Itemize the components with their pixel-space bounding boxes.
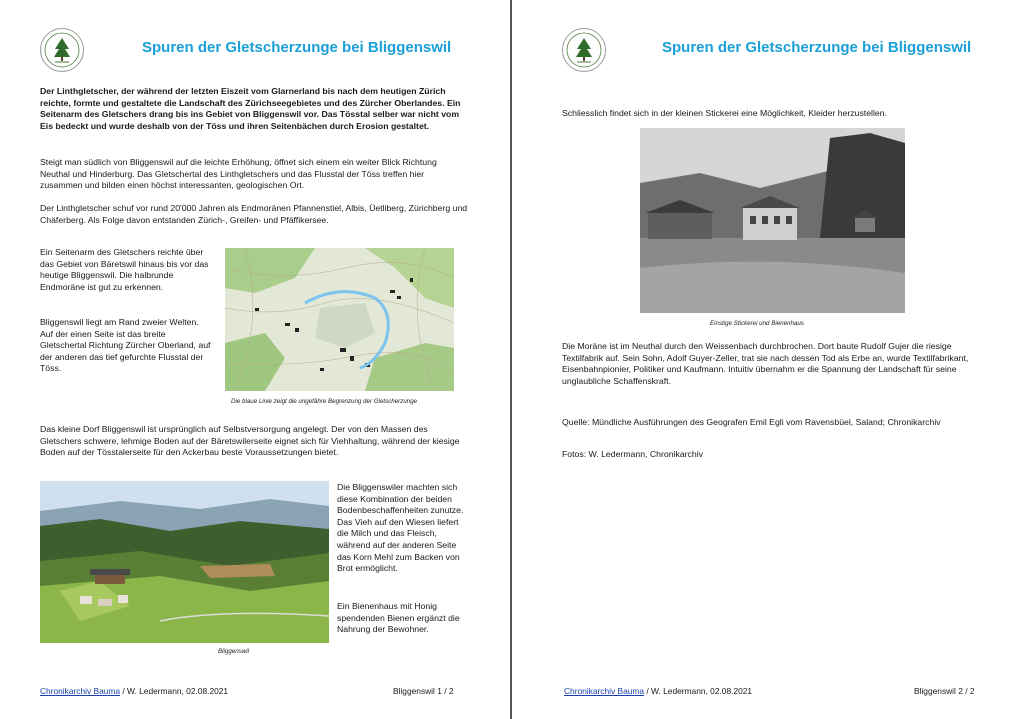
footer-author: / W. Ledermann, 02.08.2021 — [120, 686, 229, 696]
tree-icon — [563, 29, 605, 71]
source-note: Quelle: Mündliche Ausführungen des Geografen Emil Egli vom Ravensbüel, Saland; Chronikarchiv — [562, 417, 941, 427]
chronikarchiv-logo — [562, 28, 606, 72]
paragraph-combination: Die Bliggenswiler machten sich diese Kombination der beiden Bodenbeschaffenheiten zunutze. Das Vieh auf den Wiesen liefert die Milch und das Fleisch, während auf der anderen Seite das Korn Mehl zum Backen von Brot ermöglicht. — [337, 482, 464, 574]
page-title: Spuren der Gletscherzunge bei Bliggenswil — [142, 39, 452, 56]
paragraph-view: Steigt man südlich von Bliggenswil auf die leichte Erhöhung, öffnet sich einem ein weiter Blick Richtung Neuthal und Hinderburg. Das Gletschertal des Linthgletschers und das Flusstal der Töss treffen hier zusammen und bilden einen höchst interessanten, geologischen Ort. — [40, 157, 437, 191]
map-caption: Die blaue Linie zeigt die ungefähre Begrenzung der Gletscherzunge — [231, 398, 418, 405]
chronikarchiv-logo — [40, 28, 84, 72]
document-page-2 — [512, 0, 1024, 719]
footer-page-number: Bliggenswil 1 / 2 — [393, 686, 454, 696]
tree-icon — [41, 29, 83, 71]
paragraph-self-sufficiency: Das kleine Dorf Bliggenswil ist ursprünglich auf Selbstversorgung angelegt. Der von den Massen des Gletschers schwere, lehmige Boden auf der Bäretswilerseite eignet sich für Viehhaltung, während der kiesige Boden auf der Tösstalerseite für den Ackerbau beste Voraussetzungen bietet. — [40, 424, 460, 458]
footer-archive-link[interactable]: Chronikarchiv Bauma — [564, 686, 645, 696]
footer-author: / W. Ledermann, 02.08.2021 — [644, 686, 753, 696]
bliggenswil-photo — [40, 481, 329, 643]
page-title: Spuren der Gletscherzunge bei Bliggenswil — [662, 39, 972, 56]
paragraph-two-worlds: Bliggenswil liegt am Rand zweier Welten. Auf der einen Seite ist das breite Gletschertal Richtung Zürcher Oberland, auf der anderen das tief gefurchte Flusstal der Töss. — [40, 317, 211, 374]
paragraph-side-arm: Ein Seitenarm des Gletschers reichte über das Gebiet von Bäretswil hinaus bis vor das heutige Bliggenswil. Die halbrunde Endmoräne ist gut zu erkennen. — [40, 247, 209, 292]
photo-credits: Fotos: W. Ledermann, Chronikarchiv — [562, 449, 703, 459]
photo-caption: Bliggenswil — [218, 648, 249, 655]
paragraph-moraine-neuthal: Die Moräne ist im Neuthal durch den Weissenbach durchbrochen. Dort baute Rudolf Gujer die riesige Textilfabrik auf. Sein Sohn, Adolf Guyer-Zeller, trat sie nach dessen Tod als Erbe an, wurde Textilfabrikant, Eisenbahnpionier, Politiker und Kaufmann. Intuitiv übernahm er die Spannung der Landschaft für seine unglaubliche Schaffenskraft. — [562, 341, 969, 386]
footer-page-number: Bliggenswil 2 / 2 — [914, 686, 975, 696]
footer-left — [40, 686, 228, 696]
footer-archive-link[interactable]: Chronikarchiv Bauma — [40, 686, 121, 696]
paragraph-bees: Ein Bienenhaus mit Honig spendenden Bienen ergänzt die Nahrung der Bewohner. — [337, 601, 460, 635]
footer-left — [564, 686, 752, 696]
paragraph-moraines: Der Linthgletscher schuf vor rund 20'000 Jahren als Endmoränen Pfannenstiel, Albis, Üetliberg, Zürichberg und Chäferberg. Als Folge davon entstanden Zürich-, Greifen- und Pfäffikersee. — [40, 203, 468, 225]
paragraph-embroidery: Schliesslich findet sich in der kleinen Stickerei eine Möglichkeit, Kleider herzustellen. — [562, 108, 887, 118]
intro-paragraph: Der Linthgletscher, der während der letzten Eiszeit vom Glarnerland bis nach dem heutigen Zürich reichte, formte und gestaltete die Landschaft des Zürichseegebietes und des Zürcher Oberlandes. Ein Seitenarm des Gletschers drang bis ins Gebiet von Bliggenswil vor. Das Tösstal selber war nicht vom Eis bedeckt und wurde deshalb von der Töss und ihren Seitenbächen durch Erosion gestaltet. — [40, 86, 461, 131]
embroidery-photo — [640, 128, 905, 313]
document-page-1 — [0, 0, 510, 719]
photo-caption: Einstige Stickerei und Bienenhaus — [710, 320, 804, 327]
glacier-map — [225, 248, 454, 391]
